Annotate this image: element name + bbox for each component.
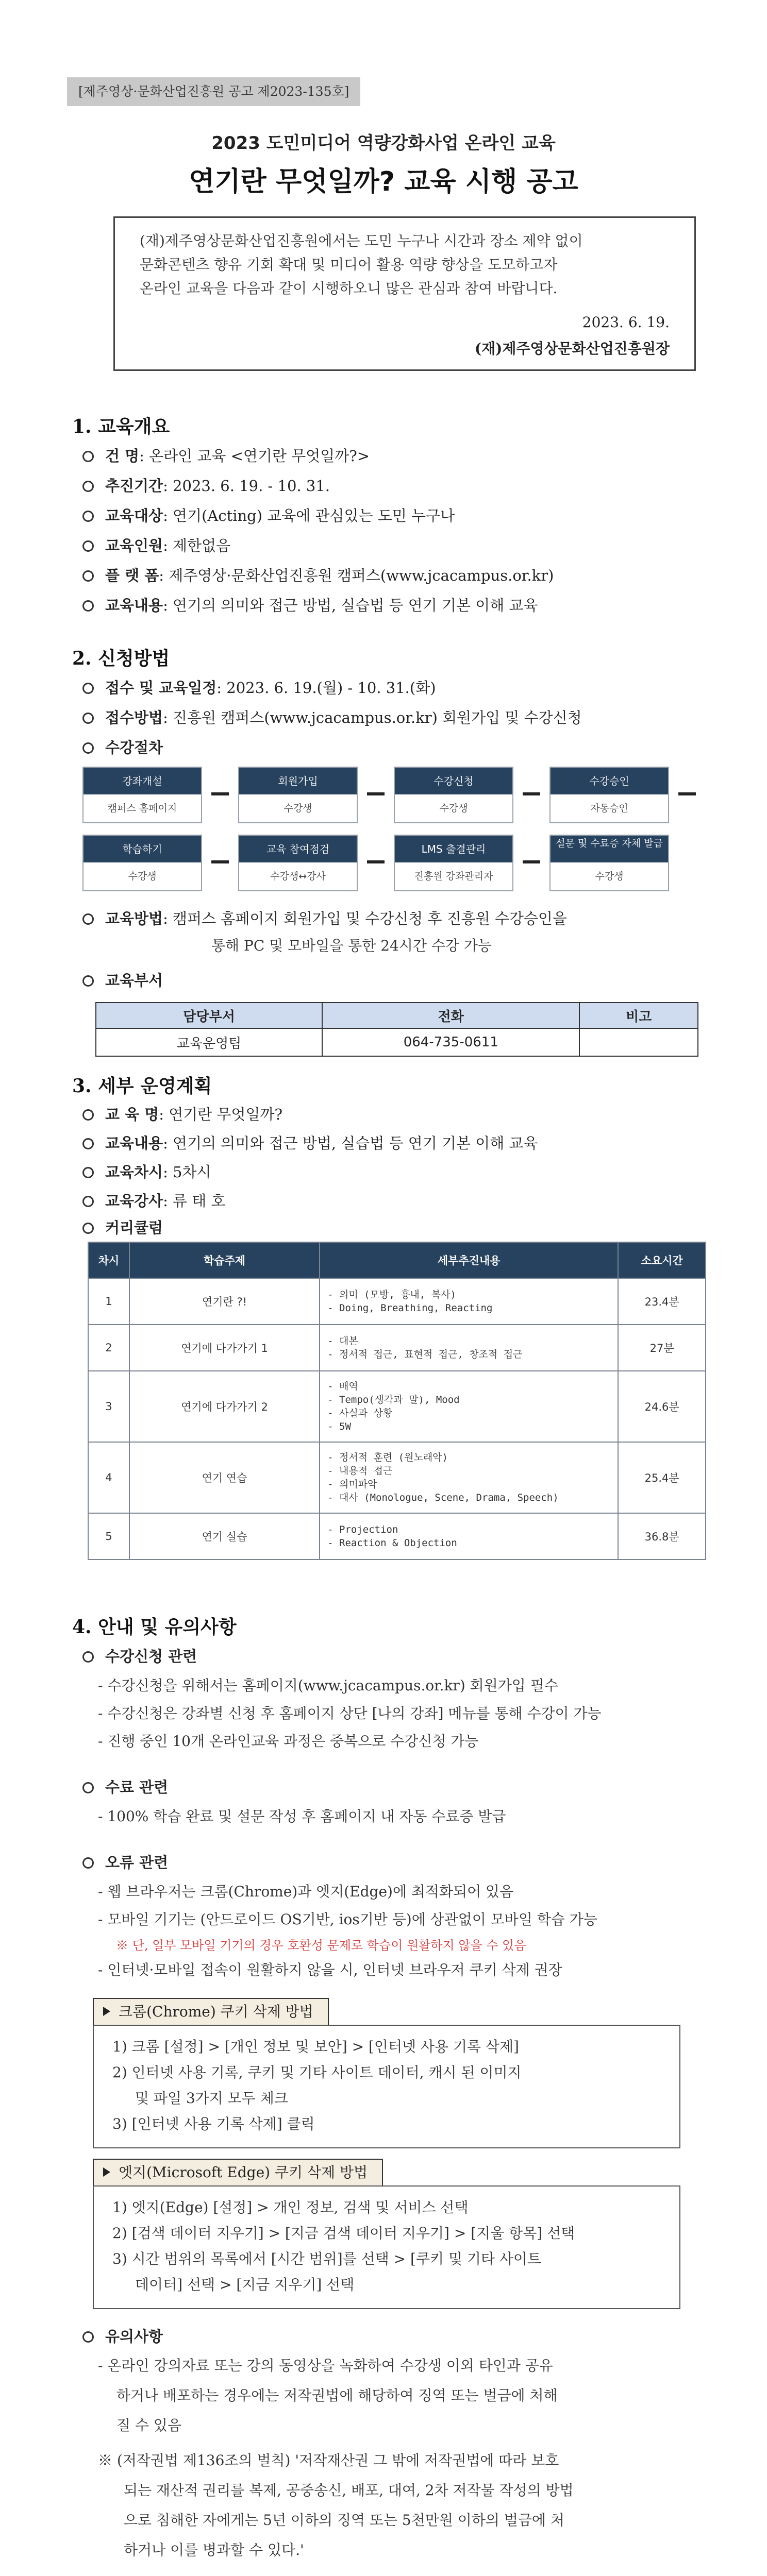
table-row (96, 1028, 698, 1056)
department-table (95, 1002, 698, 1057)
dept-item: 교육부서 (82, 969, 701, 992)
circle-bullet-icon (82, 2331, 94, 2343)
page-subtitle: 2023 도민미디어 역량강화사업 온라인 교육 (211, 133, 556, 154)
section-1-title: 1. 교육개요 (72, 416, 170, 437)
chrome-cookie-header: 크롬(Chrome) 쿠키 삭제 방법 (93, 1998, 329, 2026)
arrow-right-icon (367, 860, 385, 863)
arrow-right-icon (523, 860, 540, 863)
plan-item: 교 육 명: 연기란 무엇일까? (82, 1103, 701, 1126)
overview-item: 교육내용: 연기의 의미와 접근 방법, 실습법 등 연기 기본 이해 교육 (82, 594, 701, 617)
step-line: 데이터] 선택 > [지금 지우기] 선택 (135, 2276, 355, 2293)
guide-line: - 100% 학습 완료 및 설문 작성 후 홈페이지 내 자동 수료증 발급 (98, 1808, 506, 1825)
circle-bullet-icon (82, 1782, 94, 1793)
circle-bullet-icon (82, 1223, 94, 1234)
plan-item: 교육강사: 류 태 호 (82, 1189, 701, 1213)
guide-item: 수료 관련 (82, 1775, 701, 1799)
guide-line: - 웹 브라우저는 크롬(Chrome)과 엣지(Edge)에 최적화되어 있음 (98, 1883, 514, 1900)
notice-organization: (재)제주영상문화산업진흥원장 (474, 340, 670, 357)
step-line: 2) 인터넷 사용 기록, 쿠키 및 기타 사이트 데이터, 캐시 된 이미지 (112, 2064, 522, 2081)
table-row: 3 연기에 다가가기 2 - 배역 - Tempo(생각과 말), Mood - 사실과 상황 - 5W 24.6분 (88, 1371, 706, 1442)
guide-line: - 모바일 기기는 (안드로이드 OS기반, ios기반 등)에 상관없이 모바일 학습 가능 (98, 1911, 597, 1928)
edge-cookie-header: 엣지(Microsoft Edge) 쿠키 삭제 방법 (93, 2159, 383, 2187)
apply-item: 수강절차 (82, 736, 701, 759)
circle-bullet-icon (82, 451, 94, 462)
notice-line: 문화콘텐츠 향유 기회 확대 및 미디어 활용 역량 향상을 도모하고자 (140, 256, 558, 273)
guide-line: - 수강신청을 위해서는 홈페이지(www.jcacampus.or.kr) 회원가입 필수 (98, 1677, 558, 1694)
triangle-right-icon (103, 2167, 110, 2177)
chrome-cookie-steps (93, 2025, 680, 2148)
table-header: 비고 (579, 1003, 698, 1028)
guide-line: - 인터넷·모바일 접속이 원활하지 않을 시, 인터넷 브라우저 쿠키 삭제 권장 (98, 1961, 562, 1978)
law-line: 하거나 이를 병과할 수 있다.' (124, 2541, 304, 2558)
circle-bullet-icon (82, 481, 94, 492)
circle-bullet-icon (82, 1109, 94, 1121)
arrow-right-icon (211, 792, 229, 795)
procedure-step: 교육 참여점검 수강생↔강사 (238, 835, 358, 891)
arrow-right-icon (367, 792, 385, 795)
apply-item: 접수방법: 진흥원 캠퍼스(www.jcacampus.or.kr) 회원가입 및 수강신청 (82, 706, 701, 730)
table-cell (579, 1028, 698, 1056)
triangle-right-icon (103, 2007, 110, 2016)
caution-line: 질 수 있음 (116, 2417, 181, 2434)
table-row: 2 연기에 다가가기 1 - 대본 - 정서적 접근, 표현적 접근, 창조적 접근 27분 (88, 1325, 706, 1371)
circle-bullet-icon (82, 913, 94, 925)
edge-cookie-steps (93, 2185, 680, 2309)
guide-line: - 진행 중인 10개 온라인교육 과정은 중복으로 수강신청 가능 (98, 1733, 479, 1750)
step-line: 1) 크롬 [설정] > [개인 정보 및 보안] > [인터넷 사용 기록 삭제] (112, 2038, 519, 2055)
law-line: ※ (저작권법 제136조의 벌칙) '저작재산권 그 밖에 저작권법에 따라 보호 (98, 2452, 559, 2469)
table-header: 학습주제 (129, 1242, 320, 1278)
section-3-title: 3. 세부 운영계획 (72, 1075, 212, 1097)
overview-item: 플 랫 폼: 제주영상·문화산업진흥원 캠퍼스(www.jcacampus.or.kr) (82, 564, 701, 587)
section-4-title: 4. 안내 및 유의사항 (72, 1616, 237, 1638)
section-2-title: 2. 신청방법 (72, 648, 170, 669)
table-header: 차시 (88, 1242, 129, 1278)
law-line: 으로 침해한 자에게는 5년 이하의 징역 또는 5천만원 이하의 벌금에 처 (124, 2512, 564, 2529)
notice-line: (재)제주영상문화산업진흥원에서는 도민 누구나 시간과 장소 제약 없이 (140, 232, 583, 249)
circle-bullet-icon (82, 1651, 94, 1663)
circle-bullet-icon (82, 1167, 94, 1178)
page-title: 연기란 무엇일까? 교육 시행 공고 (189, 166, 578, 197)
step-line: 2) [검색 데이터 지우기] > [지금 검색 데이터 지우기] > [지울 항목] 선택 (112, 2225, 575, 2242)
step-line: 및 파일 3가지 모두 체크 (135, 2090, 288, 2107)
caution-line: 하거나 배포하는 경우에는 저작권법에 해당하여 징역 또는 벌금에 처해 (116, 2387, 558, 2404)
table-row: 5 연기 실습 - Projection - Reaction & Objection 36.8분 (88, 1513, 706, 1560)
warning-note: ※ 단, 일부 모바일 기기의 경우 호환성 문제로 학습이 원활하지 않을 수 있음 (116, 1938, 526, 1953)
circle-bullet-icon (82, 511, 94, 522)
law-line: 되는 재산적 권리를 복제, 공중송신, 배포, 대여, 2차 저작물 작성의 방법 (124, 2482, 574, 2499)
procedure-step: 학습하기 수강생 (82, 835, 202, 891)
circle-bullet-icon (82, 1138, 94, 1149)
circle-bullet-icon (82, 540, 94, 552)
arrow-right-icon (523, 792, 540, 795)
announcement-number: [제주영상·문화산업진흥원 공고 제2023-135호] (67, 77, 360, 106)
arrow-right-icon (211, 860, 229, 863)
plan-item: 교육차시: 5차시 (82, 1160, 701, 1184)
guide-item: 오류 관련 (82, 1851, 701, 1874)
apply-item: 접수 및 교육일정: 2023. 6. 19.(월) - 10. 31.(화) (82, 676, 701, 700)
table-header: 전화 (322, 1003, 579, 1028)
table-cell: 064-735-0611 (322, 1028, 579, 1056)
circle-bullet-icon (82, 1857, 94, 1869)
method-item: 교육방법: 캠퍼스 홈페이지 회원가입 및 수강신청 후 진흥원 수강승인을 (82, 907, 701, 930)
notice-box (113, 216, 696, 371)
circle-bullet-icon (82, 683, 94, 694)
procedure-step: 수강신청 수강생 (394, 767, 513, 823)
table-header: 소요시간 (618, 1242, 706, 1278)
plan-item: 커리큘럼 (82, 1216, 701, 1240)
table-header: 세부추진내용 (320, 1242, 618, 1278)
procedure-step: 회원가입 수강생 (238, 767, 358, 823)
overview-item: 건 명: 온라인 교육 <연기란 무엇일까?> (82, 444, 701, 468)
notice-date: 2023. 6. 19. (582, 314, 670, 331)
procedure-step: 강좌개설 캠퍼스 홈페이지 (82, 767, 202, 823)
table-row: 1 연기란 ?! - 의미 (모방, 흉내, 복사) - Doing, Breathing, Reacting 23.4분 (88, 1278, 706, 1325)
step-line: 3) 시간 범위의 목록에서 [시간 범위]를 선택 > [쿠키 및 기타 사이트 (112, 2250, 542, 2267)
table-row: 4 연기 연습 - 정서적 훈련 (원노래악) - 내용적 접근 - 의미파악 - 대사 (Monologue, Scene, Drama, Speech) 25.4분 (88, 1442, 706, 1513)
arrow-right-icon (678, 792, 696, 795)
procedure-row-2 (82, 835, 706, 896)
overview-item: 추진기간: 2023. 6. 19. - 10. 31. (82, 474, 701, 498)
table-cell: 교육운영팀 (96, 1028, 322, 1056)
caution-line: - 온라인 강의자료 또는 강의 동영상을 녹화하여 수강생 이외 타인과 공유 (98, 2357, 553, 2374)
guide-line: - 수강신청은 강좌별 신청 후 홈페이지 상단 [나의 강좌] 메뉴를 통해 수강이 가능 (98, 1705, 602, 1722)
circle-bullet-icon (82, 600, 94, 612)
circle-bullet-icon (82, 1196, 94, 1207)
overview-item: 교육인원: 제한없음 (82, 534, 701, 557)
procedure-step: 수강승인 자동승인 (549, 767, 669, 823)
procedure-step: LMS 출결관리 진흥원 강좌관리자 (394, 835, 513, 891)
plan-item: 교육내용: 연기의 의미와 접근 방법, 실습법 등 연기 기본 이해 교육 (82, 1131, 701, 1155)
guide-item: 수강신청 관련 (82, 1645, 701, 1668)
circle-bullet-icon (82, 975, 94, 987)
procedure-step: 설문 및 수료증 자체 발급 수강생 (549, 835, 669, 891)
circle-bullet-icon (82, 713, 94, 724)
step-line: 3) [인터넷 사용 기록 삭제] 클릭 (112, 2115, 315, 2132)
overview-item: 교육대상: 연기(Acting) 교육에 관심있는 도민 누구나 (82, 504, 701, 528)
circle-bullet-icon (82, 570, 94, 582)
procedure-row-1 (82, 767, 706, 828)
table-header: 담당부서 (96, 1003, 322, 1028)
guide-item: 유의사항 (82, 2325, 701, 2348)
step-line: 1) 엣지(Edge) [설정] > 개인 정보, 검색 및 서비스 선택 (112, 2199, 469, 2216)
curriculum-table (88, 1242, 706, 1560)
circle-bullet-icon (82, 742, 94, 754)
method-continued: 통해 PC 및 모바일을 통한 24시간 수강 가능 (211, 937, 492, 954)
notice-line: 온라인 교육을 다음과 같이 시행하오니 많은 관심과 참여 바랍니다. (140, 280, 558, 297)
